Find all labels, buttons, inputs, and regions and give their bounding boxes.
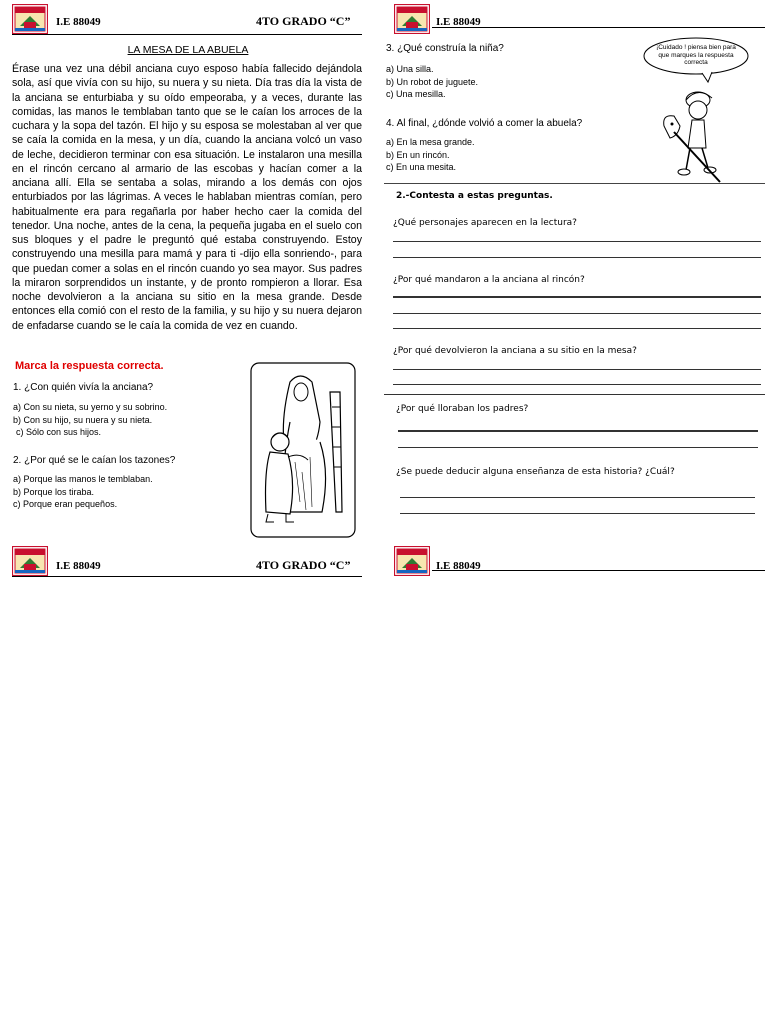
question-4: 4. Al final, ¿dónde volvió a comer la abuela? — [386, 118, 583, 129]
instruction-text: Marca la respuesta correcta. — [15, 360, 164, 372]
option[interactable]: a) Porque las manos le temblaban. — [13, 474, 153, 484]
open-question-3: ¿Por qué devolvieron la anciana a su sitio en la mesa? — [393, 346, 637, 356]
question-1-options — [13, 401, 167, 439]
option[interactable]: c) Porque eran pequeños. — [13, 499, 118, 509]
grade-label: 4TO GRADO “C” — [256, 14, 351, 28]
school-logo-icon — [12, 546, 48, 576]
answer-line[interactable] — [393, 241, 761, 242]
answer-line[interactable] — [400, 497, 755, 498]
school-name: I.E 88049 — [436, 560, 481, 572]
question-2: 2. ¿Por qué se le caían los tazones? — [13, 455, 176, 466]
story-title: LA MESA DE LA ABUELA — [127, 44, 249, 56]
option[interactable]: a) Una silla. — [386, 64, 434, 74]
option[interactable]: b) En un rincón. — [386, 149, 450, 160]
question-2-options — [13, 473, 153, 511]
open-question-1: ¿Qué personajes aparecen en la lectura? — [393, 218, 577, 228]
question-1: 1. ¿Con quién vivía la anciana? — [13, 382, 154, 393]
section2-heading: 2.-Contesta a estas preguntas. — [396, 191, 553, 201]
grandmother-child-illustration — [250, 362, 356, 538]
answer-line[interactable] — [393, 328, 761, 329]
speech-bubble-text: ¡Cuidado ! piensa bien para que marques la respuesta correcta — [656, 44, 736, 66]
option[interactable]: c) En una mesita. — [386, 162, 457, 172]
open-question-4: ¿Por qué lloraban los padres? — [396, 404, 529, 414]
school-name: I.E 88049 — [56, 560, 101, 572]
option[interactable]: a) Con su nieta, su yerno y su sobrino. — [13, 402, 168, 412]
answer-line[interactable] — [393, 296, 761, 298]
option[interactable]: a) En la mesa grande. — [386, 137, 475, 147]
school-name: I.E 88049 — [56, 16, 101, 28]
answer-line[interactable] — [393, 384, 761, 385]
boy-hobby-horse-illustration — [660, 86, 732, 186]
story-text: Érase una vez una débil anciana cuyo esposo había fallecido dejándola sola, así que vivía con su hijo, su nuera y su nieta. Día tras día la vista de la anciana se enturbiaba y su oído empeoraba, y a veces, durante las comidas, las manos le temblaban tanto que se le caían los arroces de la cuchara y la sopa del tazón. El hijo y su esposa se molestaban al ver que se caía la comida en la mesa, y un día, cuando la anciana volcó un vaso de leche, decidieron terminar con esa situación. Le instalaron una mesilla en el rincón cercano al armario de las escobas y hacían comer a la anciana allí. Ella se sentaba a solas, mirando a los demás con ojos enturbiados por las lágrimas. A veces le hablaban mientras comían, pero habitualmente era para regañarla por haber hecho caer la comida del tenedor. Una noche, antes de la cena, la pequeña jugaba en el suelo con sus bloques y el padre le preguntó qué estaba construyendo. Estoy construyendo una mesilla para mamá y para ti -dijo ella sonriendo-, para que puedan comer a solas en el rincón cuando yo sea mayor. Sus padres la miraron sorprendidos un instante, y de pronto rompieron a llorar. Esa noche devolvieron a la anciana su sitio en la mesa grande. Desde entonces ella comió con el resto de la familia, y su hijo y su nuera dejaron de enfadarse cuando se le caía la comida de vez en cuando. — [12, 63, 362, 332]
option[interactable]: b) Porque los tiraba. — [13, 486, 95, 497]
header-divider — [432, 570, 765, 571]
question-3-options — [386, 63, 478, 101]
question-3: 3. ¿Qué construía la niña? — [386, 43, 504, 54]
answer-line[interactable] — [398, 447, 758, 448]
option[interactable]: c) Sólo con sus hijos. — [16, 427, 102, 437]
option[interactable]: c) Una mesilla. — [386, 89, 446, 99]
option[interactable]: b) Con su hijo, su nuera y su nieta. — [13, 414, 153, 425]
school-logo-icon — [12, 4, 48, 34]
school-logo-icon — [394, 546, 430, 576]
header-divider — [12, 34, 362, 35]
answer-line[interactable] — [393, 369, 761, 370]
open-question-2: ¿Por qué mandaron a la anciana al rincón? — [393, 275, 585, 285]
question-4-options — [386, 136, 475, 174]
header-divider — [432, 27, 765, 28]
section2-box — [384, 183, 765, 394]
answer-line[interactable] — [393, 257, 761, 258]
grade-label: 4TO GRADO “C” — [256, 558, 351, 572]
school-logo-icon — [394, 4, 430, 34]
answer-line[interactable] — [393, 313, 761, 314]
open-question-5: ¿Se puede deducir alguna enseñanza de esta historia? ¿Cuál? — [396, 467, 675, 477]
answer-line[interactable] — [400, 513, 755, 514]
school-name: I.E 88049 — [436, 16, 481, 28]
option[interactable]: b) Un robot de juguete. — [386, 76, 479, 87]
header-divider — [12, 576, 362, 577]
answer-line[interactable] — [398, 430, 758, 432]
